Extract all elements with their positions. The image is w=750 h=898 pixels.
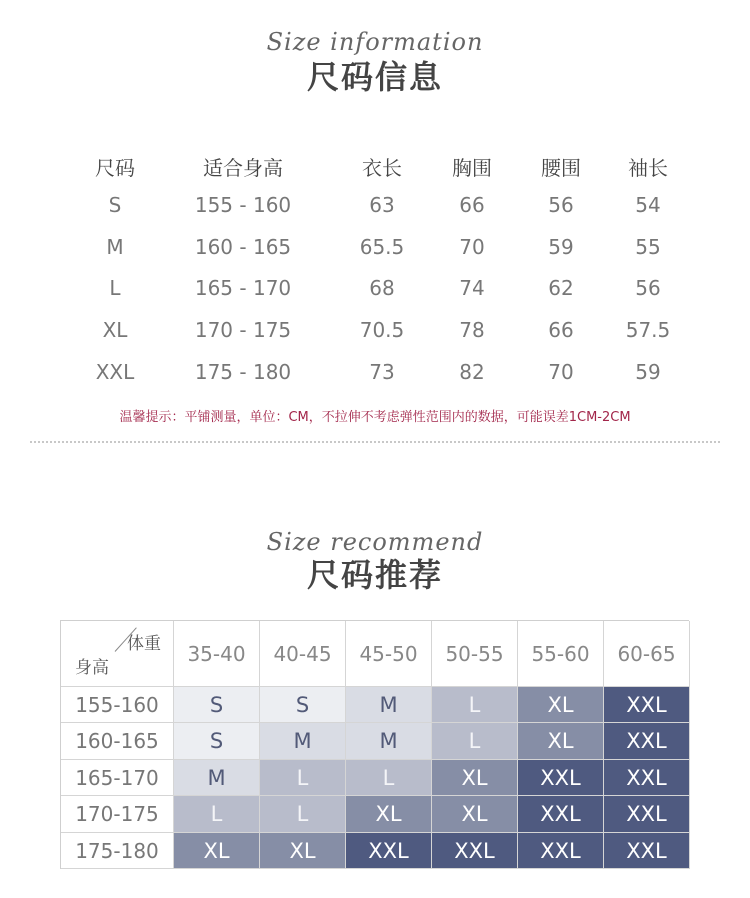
size-recommend-cell: L [346,760,432,796]
size-info-cell: 68 [369,276,395,301]
size-info-header-cell: 袖长 [628,156,668,180]
size-info-header-cell: 腰围 [541,156,581,180]
size-recommend-cell: XL [174,833,260,869]
size-recommend-cell: XXL [518,796,604,832]
height-row-header: 155-160 [61,687,174,723]
size-recommend-cell: XXL [518,833,604,869]
size-info-cell: 155 - 160 [194,193,292,217]
size-recommend-cell: M [346,687,432,723]
size-info-cell: 74 [459,276,485,301]
size-recommend-cell: S [174,687,260,723]
size-info-cell: 82 [459,359,485,384]
grid-corner-header [61,621,174,687]
size-info-cell: L [109,276,121,301]
size-info-cell: 56 [548,193,574,217]
size-info-row [0,354,750,390]
size-info-cell: 170 - 175 [194,318,292,343]
size-recommend-cell: XXL [604,833,690,869]
size-recommend-cell: XXL [604,723,690,759]
size-info-title: 尺码信息 [306,58,443,96]
size-recommend-cell: XXL [604,796,690,832]
height-row-header: 165-170 [61,760,174,796]
size-recommend-cell: M [174,760,260,796]
size-info-header-cell: 尺码 [95,156,135,180]
weight-column-header: 60-65 [604,621,690,687]
size-info-header-cell: 胸围 [452,156,492,180]
size-info-cell: 57.5 [625,318,671,343]
height-axis-label: 身高 [75,658,109,678]
size-info-cell: 70 [548,359,574,384]
size-info-cell: 73 [369,359,395,384]
size-recommend-cell: XL [432,760,518,796]
size-recommend-script-title: Size recommend [266,528,484,556]
weight-column-header: 45-50 [346,621,432,687]
size-info-cell: 65.5 [359,234,405,259]
size-info-cell: XL [102,318,128,343]
size-recommend-cell: L [432,687,518,723]
size-recommend-title: 尺码推荐 [306,556,443,594]
size-info-cell: 66 [459,193,485,217]
height-row-header: 170-175 [61,796,174,832]
size-info-row [0,187,750,223]
size-info-cell: 54 [635,193,661,217]
height-row-header: 160-165 [61,723,174,759]
measurement-note: 温馨提示：平铺测量，单位：CM，不拉伸不考虑弹性范围内的数据，可能误差1CM-2CM [119,410,631,425]
size-info-cell: 70.5 [359,318,405,343]
size-recommend-cell: S [260,687,346,723]
size-info-cell: 62 [548,276,574,301]
size-recommend-cell: XL [518,723,604,759]
size-recommend-cell: XL [260,833,346,869]
size-info-cell: 70 [459,234,485,259]
size-info-cell: M [106,234,124,259]
size-info-cell: 160 - 165 [194,234,292,259]
size-info-cell: 175 - 180 [194,359,292,384]
size-recommend-cell: XXL [432,833,518,869]
size-info-cell: 165 - 170 [194,276,292,301]
size-recommend-cell: S [174,723,260,759]
size-recommend-grid [60,620,689,869]
size-recommend-cell: XXL [604,687,690,723]
height-row-header: 175-180 [61,833,174,869]
size-info-header-cell: 衣长 [362,156,402,180]
weight-axis-label: 体重 [127,634,161,654]
size-recommend-cell: XL [346,796,432,832]
size-recommend-cell: L [432,723,518,759]
size-recommend-cell: L [260,760,346,796]
size-recommend-cell: L [260,796,346,832]
size-info-row [0,312,750,348]
size-info-cell: XXL [95,359,135,384]
size-recommend-cell: M [346,723,432,759]
size-recommend-cell: M [260,723,346,759]
size-info-script-title: Size information [266,28,484,56]
size-info-cell: S [108,193,122,217]
size-info-row [0,229,750,265]
size-recommend-cell: L [174,796,260,832]
weight-column-header: 50-55 [432,621,518,687]
size-info-cell: 78 [459,318,485,343]
size-info-cell: 56 [635,276,661,301]
size-info-header-row [0,150,750,186]
weight-column-header: 55-60 [518,621,604,687]
size-info-cell: 63 [369,193,395,217]
size-info-cell: 59 [635,359,661,384]
size-recommend-cell: XXL [604,760,690,796]
weight-column-header: 40-45 [260,621,346,687]
size-recommend-cell: XXL [346,833,432,869]
section-divider [30,441,720,443]
size-recommend-cell: XXL [518,760,604,796]
size-recommend-cell: XL [518,687,604,723]
size-info-cell: 59 [548,234,574,259]
size-recommend-cell: XL [432,796,518,832]
size-info-cell: 66 [548,318,574,343]
weight-column-header: 35-40 [174,621,260,687]
size-info-cell: 55 [635,234,661,259]
size-info-row [0,270,750,306]
size-info-header-cell: 适合身高 [203,156,283,180]
